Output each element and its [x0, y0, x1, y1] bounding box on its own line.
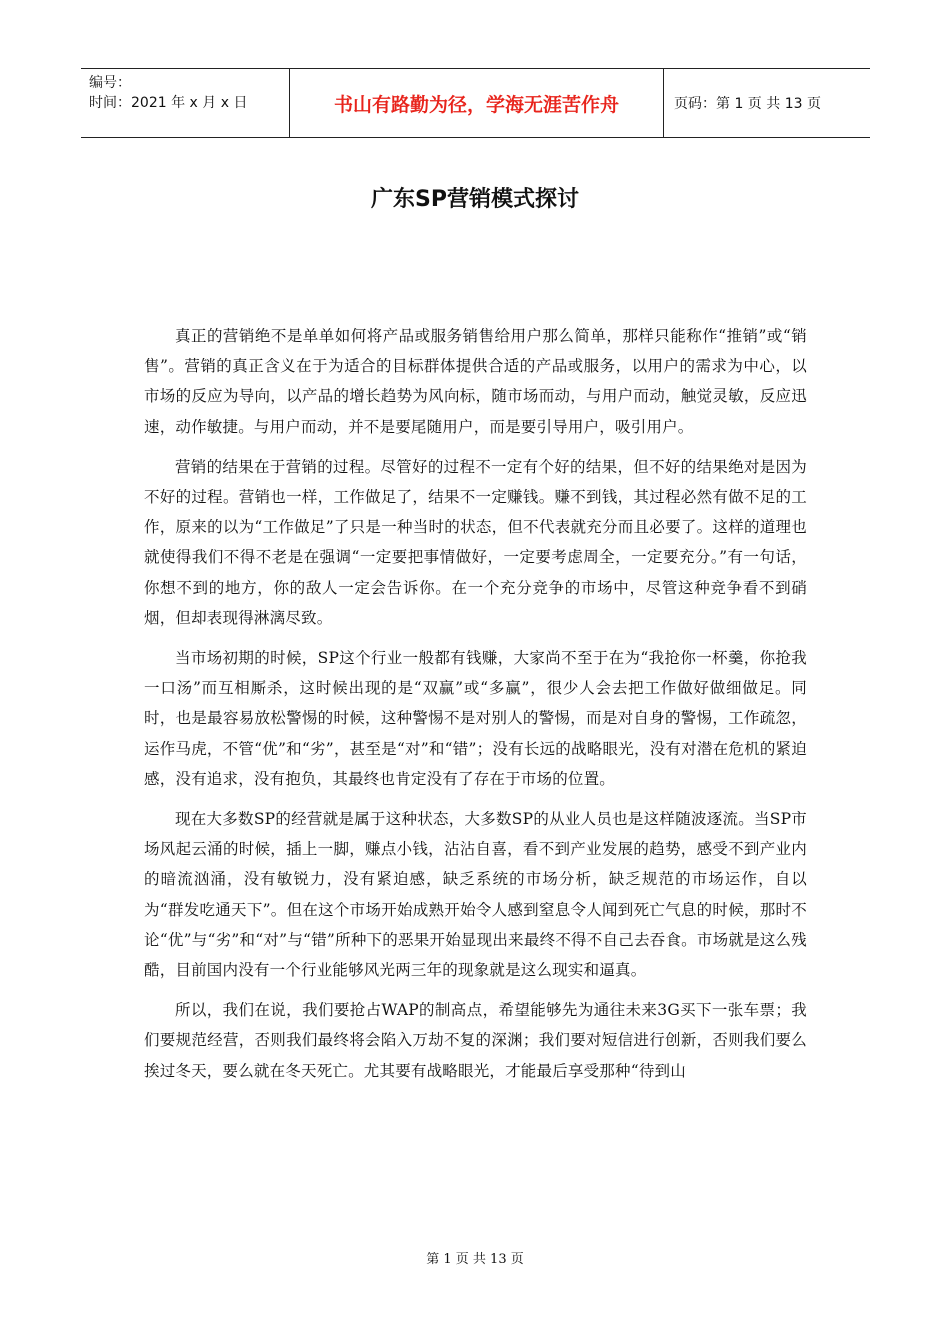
number-label: 编号： — [89, 75, 131, 91]
document-body — [144, 321, 807, 1096]
date-label: 时间：2021 年 x 月 x 日 — [89, 95, 248, 111]
document-title: 广东SP营销模式探讨 — [371, 187, 579, 212]
paragraph: 所以，我们在说，我们要抢占WAP的制高点，希望能够先为通往未来3G买下一张车票；我们要规范经营，否则我们最终将会陷入万劫不复的深渊；我们要对短信进行创新，否则我们要么挨过冬天，要么就在冬天死亡。尤其要有战略眼光，才能最后享受那种“待到山 — [144, 1001, 807, 1080]
header-meta — [81, 69, 289, 137]
document-header — [81, 68, 870, 138]
paragraph: 营销的结果在于营销的过程。尽管好的过程不一定有个好的结果，但不好的结果绝对是因为不好的过程。营销也一样，工作做足了，结果不一定赚钱。赚不到钱，其过程必然有做不足的工作，原来的以为“工作做足”了只是一种当时的状态，但不代表就充分而且必要了。这样的道理也就使得我们不得不老是在强调“一定要把事情做好，一定要考虑周全，一定要充分。”有一句话，你想不到的地方，你的敌人一定会告诉你。在一个充分竞争的市场中，尽管这种竞争看不到硝烟，但却表现得淋漓尽致。 — [144, 457, 807, 627]
page-footer: 第 1 页 共 13 页 — [426, 1252, 524, 1267]
paragraph: 当市场初期的时候，SP这个行业一般都有钱赚，大家尚不至于在为“我抢你一杯羹，你抢我一口汤”而互相厮杀，这时候出现的是“双赢”或“多赢”，很少人会去把工作做好做细做足。同时，也是最容易放松警惕的时候，这种警惕不是对别人的警惕，而是对自身的警惕，工作疏忽，运作马虎，不管“优”和“劣”，甚至是“对”和“错”；没有长远的战略眼光，没有对潜在危机的紧迫感，没有追求，没有抱负，其最终也肯定没有了存在于市场的位置。 — [144, 649, 807, 788]
paragraph: 真正的营销绝不是单单如何将产品或服务销售给用户那么简单，那样只能称作“推销”或“销售”。营销的真正含义在于为适合的目标群体提供合适的产品或服务，以用户的需求为中心，以市场的反应为导向，以产品的增长趋势为风向标，随市场而动，与用户而动，触觉灵敏，反应迅速，动作敏捷。与用户而动，并不是要尾随用户，而是要引导用户，吸引用户。 — [144, 327, 807, 436]
header-page-info: 页码：第 1 页 共 13 页 — [674, 96, 821, 112]
paragraph: 现在大多数SP的经营就是属于这种状态，大多数SP的从业人员也是这样随波逐流。当SP市场风起云涌的时候，插上一脚，赚点小钱，沾沾自喜，看不到产业发展的趋势，感受不到产业内的暗流汹涌，没有敏锐力，没有紧迫感，缺乏系统的市场分析，缺乏规范的市场运作，自以为“群发吃通天下”。但在这个市场开始成熟开始令人感到窒息令人闻到死亡气息的时候，那时不论“优”与“劣”和“对”与“错”所种下的恶果开始显现出来最终不得不自己去吞食。市场就是这么残酷，目前国内没有一个行业能够风光两三年的现象就是这么现实和逼真。 — [144, 810, 807, 980]
header-motto: 书山有路勤为径，学海无涯苦作舟 — [289, 69, 664, 137]
